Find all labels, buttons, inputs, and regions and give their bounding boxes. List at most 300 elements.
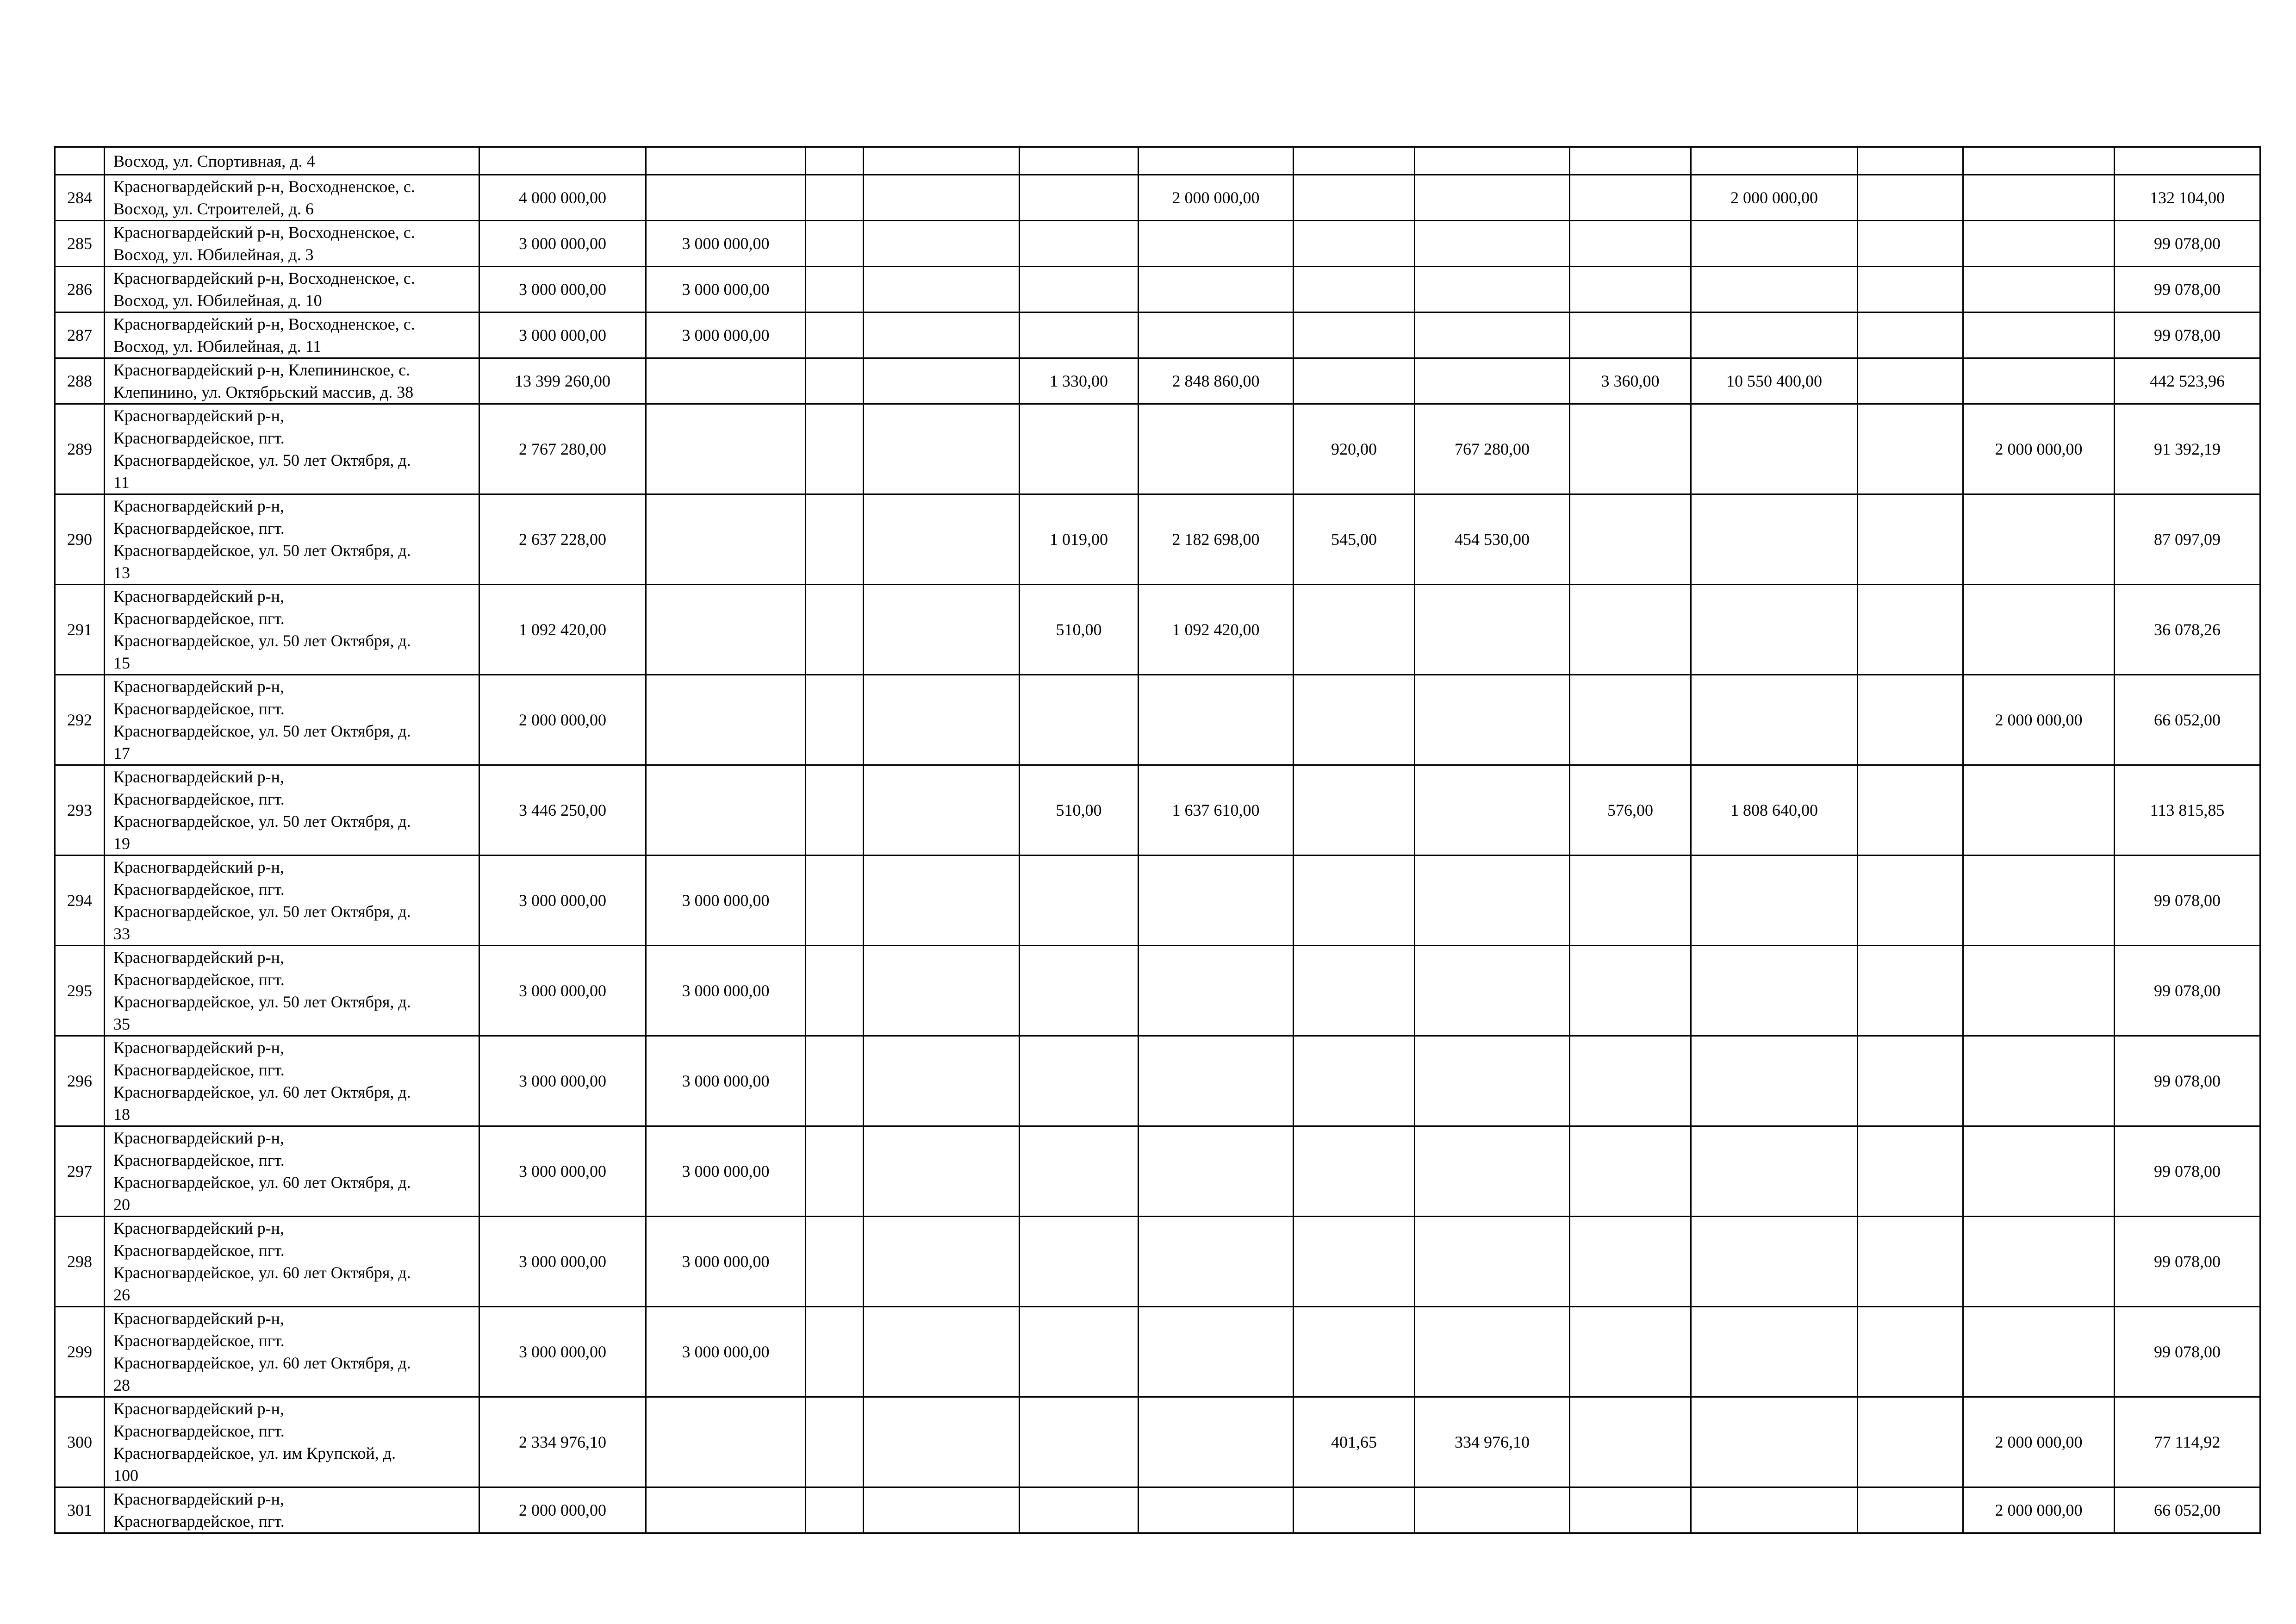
value-cell xyxy=(806,312,864,358)
value-cell xyxy=(864,765,1020,856)
value-cell xyxy=(1963,1126,2115,1217)
value-cell xyxy=(806,175,864,221)
value-cell xyxy=(1691,1307,1858,1397)
address-line: Красногвардейский р-н, xyxy=(113,1219,284,1237)
value-cell: 3 000 000,00 xyxy=(646,946,806,1036)
value-cell: 3 000 000,00 xyxy=(479,856,646,946)
value-cell xyxy=(1294,1036,1415,1126)
value-cell xyxy=(1020,1126,1139,1217)
value-cell xyxy=(1294,358,1415,404)
value-cell: 77 114,92 xyxy=(2115,1397,2260,1487)
address-line: 100 xyxy=(113,1466,138,1485)
address-line: Красногвардейский р-н, xyxy=(113,1129,284,1147)
row-number-cell: 293 xyxy=(55,765,105,856)
value-cell xyxy=(1294,175,1415,221)
value-cell xyxy=(1963,494,2115,585)
value-cell xyxy=(1415,585,1570,675)
address-line: Красногвардейское, ул. 50 лет Октября, д. xyxy=(113,541,411,560)
value-cell xyxy=(646,404,806,494)
address-line: 13 xyxy=(113,563,130,582)
address-line: 35 xyxy=(113,1015,130,1033)
value-cell xyxy=(1139,147,1294,175)
value-cell xyxy=(1963,765,2115,856)
value-cell: 3 000 000,00 xyxy=(479,946,646,1036)
value-cell xyxy=(1858,1217,1963,1307)
address-cell xyxy=(105,585,479,675)
address-cell xyxy=(105,946,479,1036)
address-line: Восход, ул. Юбилейная, д. 11 xyxy=(113,337,322,356)
value-cell xyxy=(1570,675,1691,765)
value-cell: 99 078,00 xyxy=(2115,267,2260,312)
value-cell xyxy=(646,494,806,585)
value-cell: 99 078,00 xyxy=(2115,312,2260,358)
value-cell xyxy=(864,267,1020,312)
value-cell xyxy=(1570,221,1691,267)
address-line: Красногвардейское, ул. 60 лет Октября, д. xyxy=(113,1354,411,1372)
value-cell xyxy=(646,175,806,221)
value-cell xyxy=(1294,1487,1415,1533)
value-cell: 334 976,10 xyxy=(1415,1397,1570,1487)
value-cell xyxy=(1415,1307,1570,1397)
value-cell: 1 808 640,00 xyxy=(1691,765,1858,856)
value-cell: 3 000 000,00 xyxy=(479,267,646,312)
address-cell xyxy=(105,494,479,585)
value-cell xyxy=(1691,1036,1858,1126)
value-cell xyxy=(1415,1217,1570,1307)
value-cell xyxy=(646,1397,806,1487)
address-line: Клепинино, ул. Октябрьский массив, д. 38 xyxy=(113,383,414,401)
value-cell xyxy=(1139,267,1294,312)
value-cell xyxy=(1020,1397,1139,1487)
value-cell xyxy=(1858,1126,1963,1217)
value-cell xyxy=(806,147,864,175)
table-row xyxy=(55,1036,2260,1126)
table-row xyxy=(55,1307,2260,1397)
address-line: Красногвардейский р-н, Восходненское, с. xyxy=(113,223,415,242)
value-cell: 767 280,00 xyxy=(1415,404,1570,494)
value-cell xyxy=(1415,312,1570,358)
value-cell xyxy=(1691,675,1858,765)
value-cell xyxy=(1858,404,1963,494)
value-cell xyxy=(1858,494,1963,585)
value-cell xyxy=(806,1397,864,1487)
value-cell: 2 000 000,00 xyxy=(1963,1397,2115,1487)
value-cell xyxy=(1858,147,1963,175)
value-cell xyxy=(1294,312,1415,358)
value-cell xyxy=(1415,765,1570,856)
value-cell xyxy=(1858,175,1963,221)
value-cell: 3 360,00 xyxy=(1570,358,1691,404)
value-cell xyxy=(1294,856,1415,946)
value-cell xyxy=(1858,1036,1963,1126)
address-line: Красногвардейское, пгт. xyxy=(113,1512,285,1530)
value-cell xyxy=(864,946,1020,1036)
value-cell xyxy=(1139,675,1294,765)
value-cell: 99 078,00 xyxy=(2115,946,2260,1036)
value-cell: 99 078,00 xyxy=(2115,1036,2260,1126)
value-cell xyxy=(1020,147,1139,175)
value-cell: 66 052,00 xyxy=(2115,675,2260,765)
address-cell xyxy=(105,1036,479,1126)
value-cell xyxy=(1415,1036,1570,1126)
table-row xyxy=(55,221,2260,267)
value-cell xyxy=(1139,1217,1294,1307)
address-line: Красногвардейское, пгт. xyxy=(113,1241,285,1260)
value-cell: 2 000 000,00 xyxy=(1963,1487,2115,1533)
value-cell: 1 330,00 xyxy=(1020,358,1139,404)
value-cell xyxy=(1415,147,1570,175)
address-line: Красногвардейское, ул. 50 лет Октября, д. xyxy=(113,722,411,740)
value-cell xyxy=(864,1487,1020,1533)
value-cell xyxy=(806,1307,864,1397)
value-cell xyxy=(864,221,1020,267)
address-line: Красногвардейское, пгт. xyxy=(113,1151,285,1169)
address-cell xyxy=(105,1126,479,1217)
address-line: Красногвардейский р-н, Восходненское, с. xyxy=(113,269,415,287)
address-line: Красногвардейское, ул. им Крупской, д. xyxy=(113,1444,396,1462)
value-cell xyxy=(864,494,1020,585)
value-cell xyxy=(1691,221,1858,267)
value-cell xyxy=(1415,175,1570,221)
value-cell: 99 078,00 xyxy=(2115,221,2260,267)
value-cell xyxy=(1294,1217,1415,1307)
value-cell xyxy=(1415,946,1570,1036)
value-cell xyxy=(646,1487,806,1533)
value-cell xyxy=(806,585,864,675)
value-cell xyxy=(1020,675,1139,765)
value-cell xyxy=(1415,1126,1570,1217)
value-cell xyxy=(1858,946,1963,1036)
value-cell: 13 399 260,00 xyxy=(479,358,646,404)
row-number-cell: 298 xyxy=(55,1217,105,1307)
value-cell: 10 550 400,00 xyxy=(1691,358,1858,404)
value-cell xyxy=(1691,1487,1858,1533)
value-cell xyxy=(806,221,864,267)
table-row xyxy=(55,585,2260,675)
value-cell xyxy=(864,1126,1020,1217)
value-cell xyxy=(1415,856,1570,946)
value-cell xyxy=(1294,765,1415,856)
address-line: 28 xyxy=(113,1376,130,1394)
address-line: Красногвардейское, ул. 50 лет Октября, д. xyxy=(113,902,411,921)
row-number-cell: 285 xyxy=(55,221,105,267)
table-row xyxy=(55,312,2260,358)
table-row xyxy=(55,175,2260,221)
address-line: Красногвардейское, пгт. xyxy=(113,970,285,989)
value-cell xyxy=(646,147,806,175)
value-cell: 1 019,00 xyxy=(1020,494,1139,585)
value-cell xyxy=(1020,946,1139,1036)
value-cell: 3 000 000,00 xyxy=(646,1126,806,1217)
value-cell xyxy=(864,175,1020,221)
value-cell: 2 000 000,00 xyxy=(1963,675,2115,765)
value-cell xyxy=(864,1397,1020,1487)
value-cell: 442 523,96 xyxy=(2115,358,2260,404)
table-body xyxy=(55,147,2260,1533)
value-cell: 2 334 976,10 xyxy=(479,1397,646,1487)
value-cell xyxy=(1570,312,1691,358)
value-cell xyxy=(864,147,1020,175)
table-row xyxy=(55,358,2260,404)
value-cell xyxy=(1294,675,1415,765)
value-cell: 99 078,00 xyxy=(2115,856,2260,946)
value-cell xyxy=(646,765,806,856)
value-cell xyxy=(1858,765,1963,856)
value-cell xyxy=(1294,221,1415,267)
address-cell xyxy=(105,147,479,175)
table-row xyxy=(55,1397,2260,1487)
value-cell xyxy=(864,585,1020,675)
value-cell xyxy=(1020,1487,1139,1533)
value-cell xyxy=(1963,1307,2115,1397)
value-cell: 3 000 000,00 xyxy=(646,267,806,312)
value-cell xyxy=(1963,585,2115,675)
address-line: Красногвардейское, пгт. xyxy=(113,519,285,537)
value-cell: 132 104,00 xyxy=(2115,175,2260,221)
table-row xyxy=(55,267,2260,312)
value-cell xyxy=(1294,946,1415,1036)
value-cell xyxy=(1858,1397,1963,1487)
value-cell: 3 000 000,00 xyxy=(479,1126,646,1217)
value-cell: 3 000 000,00 xyxy=(646,1307,806,1397)
row-number-cell: 299 xyxy=(55,1307,105,1397)
address-line: Красногвардейский р-н, xyxy=(113,1038,284,1057)
value-cell: 2 182 698,00 xyxy=(1139,494,1294,585)
value-cell xyxy=(806,1036,864,1126)
value-cell xyxy=(1691,312,1858,358)
address-cell xyxy=(105,1217,479,1307)
address-cell xyxy=(105,404,479,494)
address-line: 19 xyxy=(113,834,130,853)
value-cell xyxy=(1570,585,1691,675)
value-cell xyxy=(1963,267,2115,312)
value-cell xyxy=(1570,1126,1691,1217)
value-cell xyxy=(1570,1036,1691,1126)
value-cell: 3 000 000,00 xyxy=(646,312,806,358)
value-cell xyxy=(806,358,864,404)
value-cell: 2 000 000,00 xyxy=(479,1487,646,1533)
value-cell xyxy=(1570,494,1691,585)
table-row xyxy=(55,675,2260,765)
value-cell xyxy=(1415,221,1570,267)
value-cell: 3 000 000,00 xyxy=(479,312,646,358)
value-cell: 920,00 xyxy=(1294,404,1415,494)
address-line: Восход, ул. Юбилейная, д. 10 xyxy=(113,291,322,310)
address-line: Красногвардейское, пгт. xyxy=(113,609,285,628)
address-line: Красногвардейское, пгт. xyxy=(113,880,285,899)
value-cell xyxy=(1858,856,1963,946)
value-cell xyxy=(1570,404,1691,494)
value-cell xyxy=(1858,267,1963,312)
table-row xyxy=(55,1487,2260,1533)
row-number-cell: 295 xyxy=(55,946,105,1036)
value-cell xyxy=(1415,675,1570,765)
row-number-cell: 286 xyxy=(55,267,105,312)
value-cell: 3 000 000,00 xyxy=(479,221,646,267)
address-line: Красногвардейский р-н, xyxy=(113,1399,284,1418)
value-cell xyxy=(1858,221,1963,267)
address-line: 11 xyxy=(113,473,130,492)
value-cell xyxy=(1570,1307,1691,1397)
address-cell xyxy=(105,1397,479,1487)
address-line: Красногвардейский р-н, xyxy=(113,677,284,696)
row-number-cell: 287 xyxy=(55,312,105,358)
table-row xyxy=(55,946,2260,1036)
value-cell xyxy=(1858,585,1963,675)
value-cell: 3 000 000,00 xyxy=(479,1036,646,1126)
row-number-cell: 291 xyxy=(55,585,105,675)
value-cell xyxy=(806,765,864,856)
value-cell: 2 000 000,00 xyxy=(1139,175,1294,221)
address-line: Восход, ул. Строителей, д. 6 xyxy=(113,200,314,218)
value-cell xyxy=(806,1217,864,1307)
value-cell xyxy=(1570,1397,1691,1487)
address-line: 26 xyxy=(113,1286,130,1304)
value-cell xyxy=(806,404,864,494)
value-cell xyxy=(1963,221,2115,267)
address-line: 33 xyxy=(113,924,130,943)
value-cell xyxy=(1415,267,1570,312)
address-cell xyxy=(105,312,479,358)
value-cell: 87 097,09 xyxy=(2115,494,2260,585)
value-cell xyxy=(806,946,864,1036)
value-cell xyxy=(1020,312,1139,358)
value-cell xyxy=(1963,175,2115,221)
table-row xyxy=(55,765,2260,856)
value-cell: 510,00 xyxy=(1020,585,1139,675)
address-cell xyxy=(105,358,479,404)
address-line: Красногвардейское, ул. 50 лет Октября, д. xyxy=(113,631,411,650)
address-cell xyxy=(105,267,479,312)
row-number-cell: 297 xyxy=(55,1126,105,1217)
value-cell xyxy=(1570,856,1691,946)
value-cell xyxy=(1691,147,1858,175)
address-line: Красногвардейский р-н, Клепининское, с. xyxy=(113,361,411,379)
value-cell xyxy=(864,675,1020,765)
address-line: Красногвардейское, пгт. xyxy=(113,1331,285,1350)
value-cell xyxy=(1963,1036,2115,1126)
address-line: Восход, ул. Спортивная, д. 4 xyxy=(113,151,315,170)
value-cell: 545,00 xyxy=(1294,494,1415,585)
value-cell xyxy=(864,1036,1020,1126)
address-line: Красногвардейское, ул. 60 лет Октября, д. xyxy=(113,1173,411,1192)
value-cell: 1 092 420,00 xyxy=(1139,585,1294,675)
table-row xyxy=(55,404,2260,494)
value-cell xyxy=(1020,1307,1139,1397)
value-cell xyxy=(1139,312,1294,358)
value-cell: 4 000 000,00 xyxy=(479,175,646,221)
address-cell xyxy=(105,1487,479,1533)
value-cell xyxy=(806,267,864,312)
value-cell xyxy=(1139,1126,1294,1217)
value-cell xyxy=(1963,147,2115,175)
address-cell xyxy=(105,675,479,765)
value-cell xyxy=(1294,585,1415,675)
value-cell: 3 000 000,00 xyxy=(646,1036,806,1126)
value-cell xyxy=(1570,1487,1691,1533)
address-line: Красногвардейское, ул. 50 лет Октября, д. xyxy=(113,451,411,469)
value-cell xyxy=(806,1487,864,1533)
value-cell: 3 446 250,00 xyxy=(479,765,646,856)
value-cell: 3 000 000,00 xyxy=(646,1217,806,1307)
address-line: Красногвардейский р-н, xyxy=(113,768,284,786)
value-cell xyxy=(1963,312,2115,358)
value-cell: 2 000 000,00 xyxy=(1691,175,1858,221)
address-line: 15 xyxy=(113,654,130,672)
value-cell xyxy=(864,856,1020,946)
value-cell xyxy=(864,312,1020,358)
address-line: 18 xyxy=(113,1105,130,1124)
address-cell xyxy=(105,765,479,856)
value-cell xyxy=(479,147,646,175)
table-row xyxy=(55,147,2260,175)
value-cell xyxy=(1020,267,1139,312)
value-cell xyxy=(1691,1397,1858,1487)
address-line: Красногвардейское, ул. 60 лет Октября, д. xyxy=(113,1263,411,1282)
address-line: Красногвардейский р-н, xyxy=(113,1490,284,1508)
value-cell xyxy=(864,404,1020,494)
value-cell xyxy=(1858,312,1963,358)
address-line: Красногвардейский р-н, xyxy=(113,497,284,515)
value-cell xyxy=(1294,147,1415,175)
value-cell: 3 000 000,00 xyxy=(646,221,806,267)
value-cell xyxy=(1139,1307,1294,1397)
value-cell: 510,00 xyxy=(1020,765,1139,856)
table-row xyxy=(55,1217,2260,1307)
value-cell: 454 530,00 xyxy=(1415,494,1570,585)
value-cell xyxy=(1570,946,1691,1036)
row-number-cell xyxy=(55,147,105,175)
value-cell xyxy=(1020,175,1139,221)
value-cell xyxy=(1858,1307,1963,1397)
value-cell xyxy=(1570,1217,1691,1307)
value-cell xyxy=(1020,404,1139,494)
value-cell: 99 078,00 xyxy=(2115,1307,2260,1397)
address-line: Красногвардейское, пгт. xyxy=(113,1061,285,1079)
address-line: Красногвардейский р-н, xyxy=(113,587,284,606)
address-line: Красногвардейское, пгт. xyxy=(113,700,285,718)
value-cell: 1 092 420,00 xyxy=(479,585,646,675)
address-line: Красногвардейский р-н, xyxy=(113,858,284,876)
value-cell xyxy=(1415,1487,1570,1533)
table-row xyxy=(55,494,2260,585)
value-cell xyxy=(1858,358,1963,404)
value-cell xyxy=(1691,1126,1858,1217)
address-line: Восход, ул. Юбилейная, д. 3 xyxy=(113,245,314,264)
row-number-cell: 284 xyxy=(55,175,105,221)
value-cell xyxy=(2115,147,2260,175)
value-cell: 2 848 860,00 xyxy=(1139,358,1294,404)
value-cell xyxy=(1294,267,1415,312)
value-cell xyxy=(806,494,864,585)
row-number-cell: 288 xyxy=(55,358,105,404)
value-cell xyxy=(1858,1487,1963,1533)
address-line: Красногвардейское, пгт. xyxy=(113,1422,285,1440)
value-cell xyxy=(1020,1036,1139,1126)
value-cell xyxy=(1139,1397,1294,1487)
value-cell xyxy=(646,585,806,675)
value-cell: 3 000 000,00 xyxy=(479,1217,646,1307)
row-number-cell: 301 xyxy=(55,1487,105,1533)
value-cell xyxy=(1691,267,1858,312)
address-line: Красногвардейское, ул. 60 лет Октября, д. xyxy=(113,1083,411,1101)
value-cell xyxy=(1691,946,1858,1036)
value-cell xyxy=(1691,856,1858,946)
address-line: Красногвардейское, ул. 50 лет Октября, д. xyxy=(113,993,411,1011)
value-cell xyxy=(1691,494,1858,585)
row-number-cell: 296 xyxy=(55,1036,105,1126)
data-table xyxy=(54,146,2261,1534)
